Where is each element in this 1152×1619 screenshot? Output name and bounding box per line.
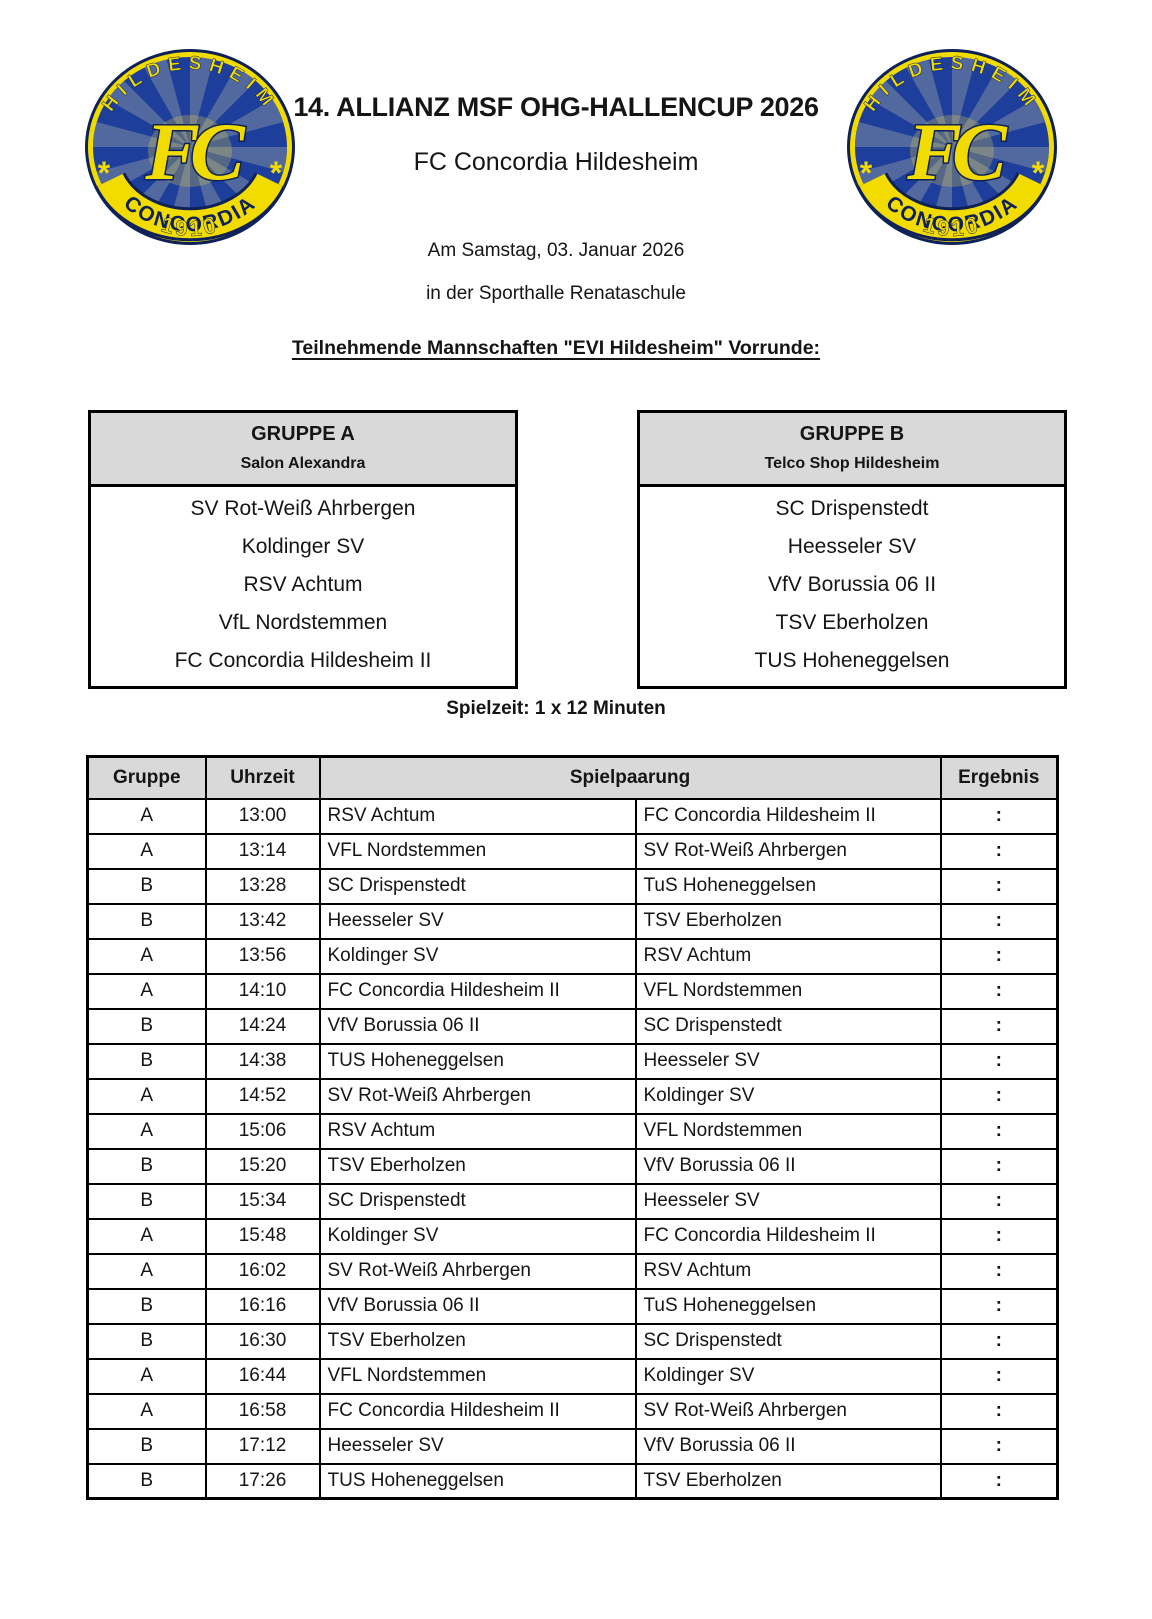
- team-name: TSV Eberholzen: [775, 611, 929, 634]
- match-time: 16:58: [206, 1394, 320, 1429]
- match-group: B: [88, 1184, 206, 1219]
- match-result: :: [941, 1359, 1058, 1394]
- column-header-time: Uhrzeit: [206, 757, 320, 799]
- column-header-pairing: Spielpaarung: [320, 757, 941, 799]
- schedule-header-row: [88, 757, 1058, 799]
- match-away-team: Koldinger SV: [636, 1359, 941, 1394]
- match-home-team: SV Rot-Weiß Ahrbergen: [320, 1079, 636, 1114]
- match-time: 14:38: [206, 1044, 320, 1079]
- table-row: [88, 1219, 1058, 1254]
- group-b-name: GRUPPE B: [799, 423, 905, 445]
- match-group: B: [88, 904, 206, 939]
- group-a-team-list: [91, 487, 515, 686]
- match-away-team: FC Concordia Hildesheim II: [636, 799, 941, 834]
- group-b-header: [640, 413, 1064, 487]
- match-group: B: [88, 1324, 206, 1359]
- match-time: 13:14: [206, 834, 320, 869]
- team-name: SC Drispenstedt: [775, 497, 929, 520]
- match-group: B: [88, 1289, 206, 1324]
- match-group: B: [88, 1009, 206, 1044]
- event-venue: in der Sporthalle Renataschule: [426, 283, 686, 304]
- match-group: A: [88, 1079, 206, 1114]
- match-home-team: VfV Borussia 06 II: [320, 1009, 636, 1044]
- match-away-team: VFL Nordstemmen: [636, 1114, 941, 1149]
- table-row: [88, 1149, 1058, 1184]
- match-result: :: [941, 1079, 1058, 1114]
- club-name: FC Concordia Hildesheim: [413, 148, 699, 176]
- match-away-team: VfV Borussia 06 II: [636, 1149, 941, 1184]
- match-home-team: RSV Achtum: [320, 1114, 636, 1149]
- match-result: :: [941, 1254, 1058, 1289]
- match-group: A: [88, 799, 206, 834]
- match-away-team: SV Rot-Weiß Ahrbergen: [636, 834, 941, 869]
- match-away-team: RSV Achtum: [636, 939, 941, 974]
- match-time: 13:42: [206, 904, 320, 939]
- match-away-team: Koldinger SV: [636, 1079, 941, 1114]
- match-home-team: TUS Hoheneggelsen: [320, 1464, 636, 1499]
- table-row: [88, 799, 1058, 834]
- table-row: [88, 904, 1058, 939]
- match-home-team: VFL Nordstemmen: [320, 1359, 636, 1394]
- team-name: Koldinger SV: [241, 535, 365, 558]
- match-home-team: Heesseler SV: [320, 904, 636, 939]
- match-time: 16:30: [206, 1324, 320, 1359]
- match-away-team: VfV Borussia 06 II: [636, 1429, 941, 1464]
- team-name: VfL Nordstemmen: [218, 611, 388, 634]
- event-date: Am Samstag, 03. Januar 2026: [427, 240, 685, 261]
- group-b-box: [637, 410, 1067, 689]
- match-home-team: FC Concordia Hildesheim II: [320, 1394, 636, 1429]
- group-a-box: [88, 410, 518, 689]
- match-away-team: FC Concordia Hildesheim II: [636, 1219, 941, 1254]
- match-away-team: SC Drispenstedt: [636, 1009, 941, 1044]
- match-result: :: [941, 939, 1058, 974]
- team-name: TUS Hoheneggelsen: [754, 649, 950, 672]
- match-away-team: Heesseler SV: [636, 1044, 941, 1079]
- table-row: [88, 1289, 1058, 1324]
- match-home-team: SV Rot-Weiß Ahrbergen: [320, 1254, 636, 1289]
- match-time: 17:12: [206, 1429, 320, 1464]
- match-time: 15:06: [206, 1114, 320, 1149]
- column-header-group: Gruppe: [88, 757, 206, 799]
- match-away-team: TSV Eberholzen: [636, 904, 941, 939]
- match-result: :: [941, 869, 1058, 904]
- match-result: :: [941, 1324, 1058, 1359]
- table-row: [88, 1324, 1058, 1359]
- match-result: :: [941, 1289, 1058, 1324]
- match-away-team: SC Drispenstedt: [636, 1324, 941, 1359]
- match-group: A: [88, 834, 206, 869]
- match-result: :: [941, 1219, 1058, 1254]
- match-time: 16:16: [206, 1289, 320, 1324]
- table-row: [88, 1184, 1058, 1219]
- match-time: 15:48: [206, 1219, 320, 1254]
- match-result: :: [941, 1149, 1058, 1184]
- team-name: FC Concordia Hildesheim II: [174, 649, 432, 672]
- match-result: :: [941, 1394, 1058, 1429]
- table-row: [88, 1394, 1058, 1429]
- match-group: B: [88, 1149, 206, 1184]
- match-away-team: SV Rot-Weiß Ahrbergen: [636, 1394, 941, 1429]
- match-group: A: [88, 1114, 206, 1149]
- match-home-team: Koldinger SV: [320, 939, 636, 974]
- match-home-team: VfV Borussia 06 II: [320, 1289, 636, 1324]
- team-name: RSV Achtum: [243, 573, 363, 596]
- match-home-team: VFL Nordstemmen: [320, 834, 636, 869]
- match-result: :: [941, 1114, 1058, 1149]
- table-row: [88, 1009, 1058, 1044]
- group-a-header: [91, 413, 515, 487]
- match-time: 15:34: [206, 1184, 320, 1219]
- match-result: :: [941, 1044, 1058, 1079]
- table-row: [88, 1044, 1058, 1079]
- match-result: :: [941, 904, 1058, 939]
- match-result: :: [941, 834, 1058, 869]
- group-b-sponsor: Telco Shop Hildesheim: [764, 455, 940, 472]
- table-row: [88, 869, 1058, 904]
- table-row: [88, 1079, 1058, 1114]
- team-name: Heesseler SV: [787, 535, 917, 558]
- team-name: VfV Borussia 06 II: [767, 573, 937, 596]
- table-row: [88, 1114, 1058, 1149]
- match-home-team: TSV Eberholzen: [320, 1149, 636, 1184]
- match-time: 15:20: [206, 1149, 320, 1184]
- match-group: A: [88, 1219, 206, 1254]
- match-home-team: SC Drispenstedt: [320, 1184, 636, 1219]
- match-away-team: TuS Hoheneggelsen: [636, 869, 941, 904]
- table-row: [88, 1254, 1058, 1289]
- match-away-team: VFL Nordstemmen: [636, 974, 941, 1009]
- match-time: 17:26: [206, 1464, 320, 1499]
- match-group: A: [88, 974, 206, 1009]
- page-title: 14. ALLIANZ MSF OHG-HALLENCUP 2026: [293, 92, 819, 122]
- table-row: [88, 834, 1058, 869]
- match-result: :: [941, 1009, 1058, 1044]
- match-result: :: [941, 1429, 1058, 1464]
- match-time: 14:24: [206, 1009, 320, 1044]
- match-group: A: [88, 1254, 206, 1289]
- match-away-team: RSV Achtum: [636, 1254, 941, 1289]
- table-row: [88, 1464, 1058, 1499]
- match-result: :: [941, 1464, 1058, 1499]
- match-home-team: Heesseler SV: [320, 1429, 636, 1464]
- match-group: B: [88, 1464, 206, 1499]
- table-row: [88, 974, 1058, 1009]
- match-result: :: [941, 799, 1058, 834]
- match-away-team: TuS Hoheneggelsen: [636, 1289, 941, 1324]
- match-time: 13:00: [206, 799, 320, 834]
- group-b-team-list: [640, 487, 1064, 686]
- match-time: 14:10: [206, 974, 320, 1009]
- match-group: A: [88, 939, 206, 974]
- match-home-team: RSV Achtum: [320, 799, 636, 834]
- match-group: B: [88, 1044, 206, 1079]
- match-time: 13:56: [206, 939, 320, 974]
- match-time: 16:44: [206, 1359, 320, 1394]
- match-time: 16:02: [206, 1254, 320, 1289]
- match-group: B: [88, 1429, 206, 1464]
- group-a-name: GRUPPE A: [251, 423, 355, 445]
- match-home-team: TUS Hoheneggelsen: [320, 1044, 636, 1079]
- match-group: A: [88, 1394, 206, 1429]
- match-time: 13:28: [206, 869, 320, 904]
- match-result: :: [941, 974, 1058, 1009]
- match-group: B: [88, 869, 206, 904]
- match-duration-note: Spielzeit: 1 x 12 Minuten: [446, 698, 666, 719]
- table-row: [88, 1359, 1058, 1394]
- match-time: 14:52: [206, 1079, 320, 1114]
- match-home-team: TSV Eberholzen: [320, 1324, 636, 1359]
- match-group: A: [88, 1359, 206, 1394]
- team-name: SV Rot-Weiß Ahrbergen: [190, 497, 416, 520]
- column-header-result: Ergebnis: [941, 757, 1058, 799]
- section-heading: Teilnehmende Mannschaften "EVI Hildesheim" Vorrunde:: [291, 337, 821, 359]
- match-home-team: Koldinger SV: [320, 1219, 636, 1254]
- club-crest-logo-left: [84, 48, 296, 246]
- match-away-team: Heesseler SV: [636, 1184, 941, 1219]
- table-row: [88, 1429, 1058, 1464]
- match-home-team: FC Concordia Hildesheim II: [320, 974, 636, 1009]
- match-result: :: [941, 1184, 1058, 1219]
- table-row: [88, 939, 1058, 974]
- match-home-team: SC Drispenstedt: [320, 869, 636, 904]
- club-crest-logo-right: [846, 48, 1058, 246]
- group-a-sponsor: Salon Alexandra: [240, 455, 366, 472]
- match-away-team: TSV Eberholzen: [636, 1464, 941, 1499]
- match-schedule-table: [86, 755, 1059, 1500]
